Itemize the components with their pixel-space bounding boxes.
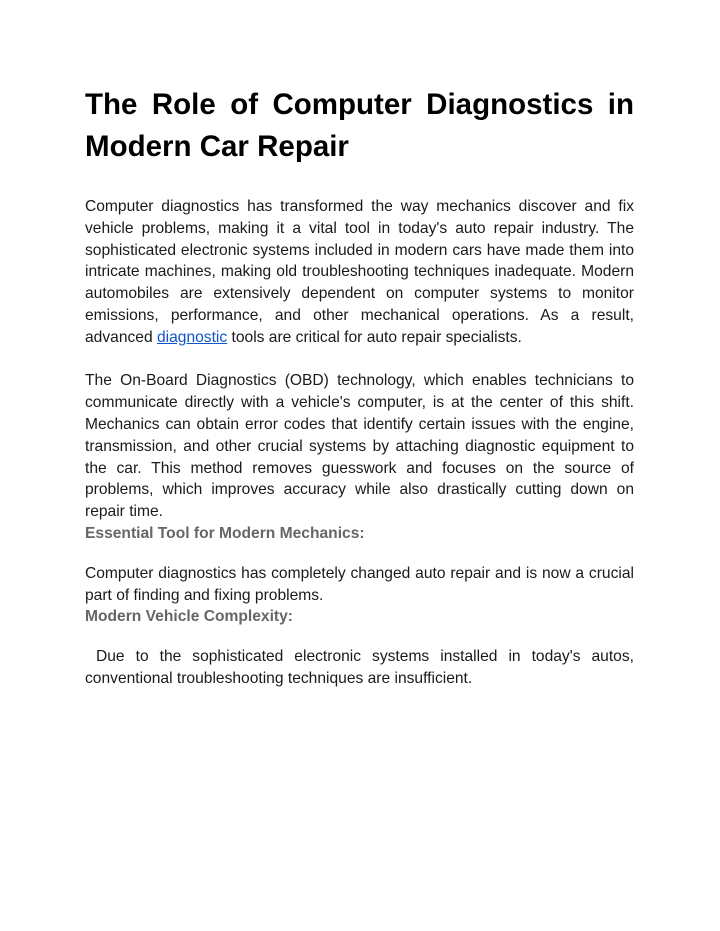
essential-tool-paragraph: Computer diagnostics has completely changed auto repair and is now a crucial part of finding and fixing problems.: [85, 564, 634, 604]
intro-text-end: tools are critical for auto repair specialists.: [227, 328, 522, 346]
document-page: [85, 84, 639, 690]
vehicle-complexity-paragraph: Due to the sophisticated electronic systems installed in today's autos, conventional troubleshooting techniques are insufficient.: [85, 648, 639, 687]
obd-paragraph: The On-Board Diagnostics (OBD) technology, which enables technicians to communicate directly with a vehicle's computer, is at the center of this shift. Mechanics can obtain error codes that identify certain issues with the engine, transmission, and other crucial systems by attaching diagnostic equipment to the car. This method removes guesswork and focuses on the source of problems, which improves accuracy while also drastically cutting down on repair time.: [85, 372, 634, 521]
intro-text-start: Computer diagnostics has transformed the way mechanics discover and fix vehicle problems, making it a vital tool in today's auto repair industry. The sophisticated electronic systems included in modern cars have made them into intricate machines, making old troubleshooting techniques inadequate. Modern automobiles are extensively dependent on computer systems to monitor emissions, performance, and other mechanical operations. As a result, advanced: [85, 198, 634, 346]
intro-paragraph: [85, 196, 634, 349]
essential-tool-heading: Essential Tool for Modern Mechanics:: [85, 524, 365, 542]
vehicle-complexity-heading: Modern Vehicle Complexity:: [85, 608, 293, 626]
page-title: The Role of Computer Diagnostics in Modern Car Repair: [85, 88, 634, 163]
diagnostic-link[interactable]: diagnostic: [156, 328, 228, 346]
